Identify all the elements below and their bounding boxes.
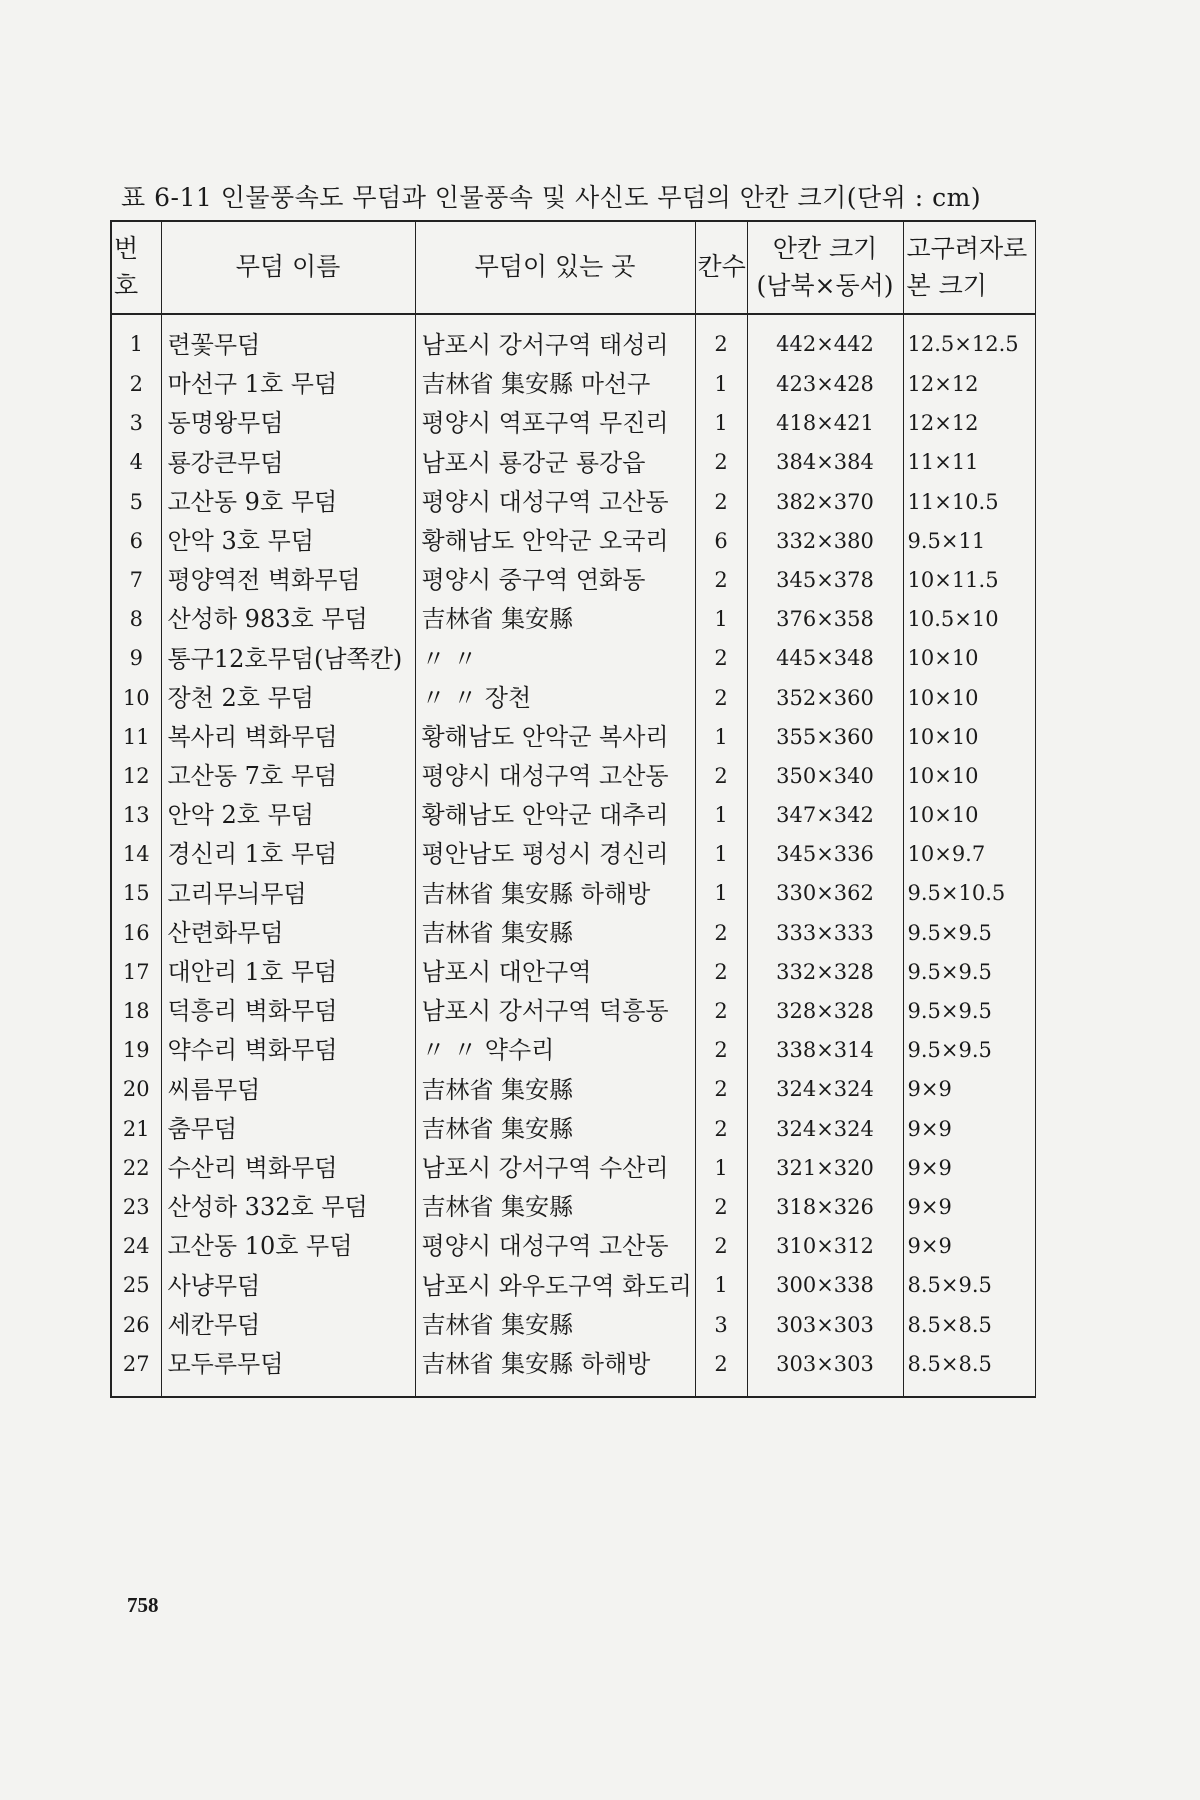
row-tomb-name: 산성하 983호 무덤 (161, 600, 415, 639)
row-chamber-size: 382×370 (747, 483, 903, 522)
table-row (111, 561, 1035, 600)
row-tomb-name: 덕흥리 벽화무덤 (161, 992, 415, 1031)
row-chamber-count: 2 (695, 953, 747, 992)
tomb-size-table-wrapper (110, 220, 1034, 1400)
row-chamber-count: 2 (695, 757, 747, 796)
row-chamber-count: 1 (695, 404, 747, 443)
row-chamber-count: 2 (695, 914, 747, 953)
row-number: 13 (111, 796, 161, 835)
row-goguryeo-ruler-size: 9.5×10.5 (903, 874, 1035, 913)
row-number: 20 (111, 1070, 161, 1109)
row-chamber-size: 352×360 (747, 679, 903, 718)
row-tomb-name: 마선구 1호 무덤 (161, 365, 415, 404)
row-chamber-count: 2 (695, 561, 747, 600)
row-location: 吉林省 集安縣 (415, 1188, 695, 1227)
row-number: 7 (111, 561, 161, 600)
table-body (111, 314, 1035, 1397)
row-chamber-count: 2 (695, 1227, 747, 1266)
row-location: 〃 〃 (415, 639, 695, 678)
header-tomb-name: 무덤 이름 (161, 221, 415, 314)
row-location: 吉林省 集安縣 (415, 600, 695, 639)
row-tomb-name: 고산동 7호 무덤 (161, 757, 415, 796)
row-tomb-name: 산련화무덤 (161, 914, 415, 953)
table-row (111, 914, 1035, 953)
row-goguryeo-ruler-size: 9.5×9.5 (903, 992, 1035, 1031)
table-row (111, 314, 1035, 365)
row-number: 4 (111, 443, 161, 482)
table-row (111, 365, 1035, 404)
row-goguryeo-ruler-size: 9.5×9.5 (903, 953, 1035, 992)
row-goguryeo-ruler-size: 10×11.5 (903, 561, 1035, 600)
row-chamber-count: 1 (695, 874, 747, 913)
row-number: 19 (111, 1031, 161, 1070)
row-goguryeo-ruler-size: 9.5×9.5 (903, 914, 1035, 953)
row-tomb-name: 약수리 벽화무덤 (161, 1031, 415, 1070)
table-row (111, 1110, 1035, 1149)
row-chamber-size: 345×336 (747, 835, 903, 874)
row-chamber-size: 332×380 (747, 522, 903, 561)
row-location: 황해남도 안악군 대추리 (415, 796, 695, 835)
row-goguryeo-ruler-size: 9×9 (903, 1149, 1035, 1188)
header-goguryeo-ruler-line1: 고구려자로 (906, 234, 1028, 264)
row-number: 2 (111, 365, 161, 404)
table-row (111, 1149, 1035, 1188)
row-number: 5 (111, 483, 161, 522)
row-number: 23 (111, 1188, 161, 1227)
table-row (111, 718, 1035, 757)
row-tomb-name: 고산동 9호 무덤 (161, 483, 415, 522)
row-location: 〃 〃 장천 (415, 679, 695, 718)
row-number: 14 (111, 835, 161, 874)
table-row (111, 639, 1035, 678)
row-location: 吉林省 集安縣 하해방 (415, 874, 695, 913)
row-number: 17 (111, 953, 161, 992)
row-chamber-size: 324×324 (747, 1110, 903, 1149)
row-chamber-size: 376×358 (747, 600, 903, 639)
row-goguryeo-ruler-size: 9×9 (903, 1188, 1035, 1227)
row-goguryeo-ruler-size: 8.5×8.5 (903, 1345, 1035, 1397)
row-location: 평양시 대성구역 고산동 (415, 483, 695, 522)
row-number: 10 (111, 679, 161, 718)
row-chamber-size: 330×362 (747, 874, 903, 913)
header-number: 번호 (111, 221, 161, 314)
table-row (111, 992, 1035, 1031)
row-number: 9 (111, 639, 161, 678)
row-location: 〃 〃 약수리 (415, 1031, 695, 1070)
row-chamber-count: 1 (695, 796, 747, 835)
row-location: 吉林省 集安縣 (415, 1306, 695, 1345)
row-chamber-size: 318×326 (747, 1188, 903, 1227)
row-tomb-name: 련꽃무덤 (161, 314, 415, 365)
page-number: 758 (127, 1593, 159, 1617)
row-goguryeo-ruler-size: 10×10 (903, 757, 1035, 796)
row-chamber-count: 1 (695, 365, 747, 404)
row-number: 8 (111, 600, 161, 639)
row-goguryeo-ruler-size: 12×12 (903, 365, 1035, 404)
row-chamber-size: 303×303 (747, 1306, 903, 1345)
row-tomb-name: 고산동 10호 무덤 (161, 1227, 415, 1266)
row-goguryeo-ruler-size: 9×9 (903, 1070, 1035, 1109)
row-number: 21 (111, 1110, 161, 1149)
row-location: 남포시 와우도구역 화도리 (415, 1266, 695, 1305)
header-row (111, 221, 1035, 314)
row-location: 남포시 강서구역 태성리 (415, 314, 695, 365)
row-tomb-name: 동명왕무덤 (161, 404, 415, 443)
tomb-size-table (110, 220, 1036, 1398)
header-chamber-count: 칸수 (695, 221, 747, 314)
row-location: 남포시 룡강군 룡강읍 (415, 443, 695, 482)
row-location: 吉林省 集安縣 (415, 914, 695, 953)
row-goguryeo-ruler-size: 10×10 (903, 639, 1035, 678)
row-chamber-size: 321×320 (747, 1149, 903, 1188)
row-number: 15 (111, 874, 161, 913)
row-location: 황해남도 안악군 오국리 (415, 522, 695, 561)
row-goguryeo-ruler-size: 10×10 (903, 718, 1035, 757)
row-chamber-size: 350×340 (747, 757, 903, 796)
row-goguryeo-ruler-size: 11×10.5 (903, 483, 1035, 522)
row-location: 吉林省 集安縣 (415, 1070, 695, 1109)
row-location: 평안남도 평성시 경신리 (415, 835, 695, 874)
row-goguryeo-ruler-size: 9×9 (903, 1110, 1035, 1149)
row-location: 남포시 강서구역 덕흥동 (415, 992, 695, 1031)
row-tomb-name: 사냥무덤 (161, 1266, 415, 1305)
table-row (111, 874, 1035, 913)
header-chamber-size-line2: (남북×동서) (756, 270, 894, 300)
row-chamber-count: 2 (695, 679, 747, 718)
row-number: 27 (111, 1345, 161, 1397)
row-chamber-count: 1 (695, 1149, 747, 1188)
row-chamber-count: 6 (695, 522, 747, 561)
row-chamber-size: 303×303 (747, 1345, 903, 1397)
row-chamber-count: 3 (695, 1306, 747, 1345)
row-tomb-name: 경신리 1호 무덤 (161, 835, 415, 874)
row-location: 남포시 대안구역 (415, 953, 695, 992)
row-tomb-name: 대안리 1호 무덤 (161, 953, 415, 992)
row-tomb-name: 씨름무덤 (161, 1070, 415, 1109)
table-row (111, 404, 1035, 443)
row-goguryeo-ruler-size: 10.5×10 (903, 600, 1035, 639)
table-header (111, 221, 1035, 314)
row-location: 남포시 강서구역 수산리 (415, 1149, 695, 1188)
row-chamber-size: 338×314 (747, 1031, 903, 1070)
row-chamber-count: 2 (695, 1070, 747, 1109)
row-chamber-count: 2 (695, 992, 747, 1031)
row-chamber-size: 418×421 (747, 404, 903, 443)
table-row (111, 757, 1035, 796)
row-chamber-size: 442×442 (747, 314, 903, 365)
row-chamber-size: 445×348 (747, 639, 903, 678)
row-chamber-count: 2 (695, 1110, 747, 1149)
row-number: 25 (111, 1266, 161, 1305)
row-goguryeo-ruler-size: 12.5×12.5 (903, 314, 1035, 365)
row-location: 황해남도 안악군 복사리 (415, 718, 695, 757)
row-tomb-name: 춤무덤 (161, 1110, 415, 1149)
row-tomb-name: 안악 2호 무덤 (161, 796, 415, 835)
row-chamber-count: 2 (695, 483, 747, 522)
row-location: 평양시 역포구역 무진리 (415, 404, 695, 443)
row-chamber-size: 333×333 (747, 914, 903, 953)
row-location: 평양시 대성구역 고산동 (415, 757, 695, 796)
row-goguryeo-ruler-size: 10×9.7 (903, 835, 1035, 874)
row-chamber-count: 1 (695, 600, 747, 639)
row-tomb-name: 고리무늬무덤 (161, 874, 415, 913)
header-goguryeo-ruler-line2: 본 크기 (906, 270, 987, 300)
row-tomb-name: 통구12호무덤(남쪽칸) (161, 639, 415, 678)
table-row (111, 1345, 1035, 1397)
header-goguryeo-ruler-size (903, 221, 1035, 314)
table-row (111, 1306, 1035, 1345)
row-chamber-size: 328×328 (747, 992, 903, 1031)
row-chamber-size: 310×312 (747, 1227, 903, 1266)
row-location: 평양시 중구역 연화동 (415, 561, 695, 600)
row-number: 16 (111, 914, 161, 953)
row-chamber-count: 1 (695, 1266, 747, 1305)
row-chamber-size: 423×428 (747, 365, 903, 404)
row-goguryeo-ruler-size: 9.5×11 (903, 522, 1035, 561)
row-chamber-size: 345×378 (747, 561, 903, 600)
table-row (111, 1266, 1035, 1305)
row-chamber-count: 2 (695, 443, 747, 482)
row-number: 1 (111, 314, 161, 365)
row-tomb-name: 평양역전 벽화무덤 (161, 561, 415, 600)
row-chamber-count: 2 (695, 1031, 747, 1070)
row-number: 3 (111, 404, 161, 443)
row-location: 吉林省 集安縣 하해방 (415, 1345, 695, 1397)
row-tomb-name: 복사리 벽화무덤 (161, 718, 415, 757)
row-chamber-count: 2 (695, 639, 747, 678)
row-number: 26 (111, 1306, 161, 1345)
row-number: 18 (111, 992, 161, 1031)
table-row (111, 835, 1035, 874)
table-row (111, 1031, 1035, 1070)
row-goguryeo-ruler-size: 8.5×8.5 (903, 1306, 1035, 1345)
table-row (111, 1070, 1035, 1109)
row-number: 11 (111, 718, 161, 757)
table-row (111, 953, 1035, 992)
row-number: 22 (111, 1149, 161, 1188)
row-tomb-name: 모두루무덤 (161, 1345, 415, 1397)
row-location: 吉林省 集安縣 마선구 (415, 365, 695, 404)
row-goguryeo-ruler-size: 11×11 (903, 443, 1035, 482)
table-row (111, 522, 1035, 561)
table-row (111, 679, 1035, 718)
table-row (111, 443, 1035, 482)
row-chamber-count: 2 (695, 1188, 747, 1227)
table-row (111, 796, 1035, 835)
row-location: 吉林省 集安縣 (415, 1110, 695, 1149)
row-chamber-size: 355×360 (747, 718, 903, 757)
row-chamber-count: 1 (695, 835, 747, 874)
row-tomb-name: 세칸무덤 (161, 1306, 415, 1345)
row-goguryeo-ruler-size: 9.5×9.5 (903, 1031, 1035, 1070)
row-tomb-name: 수산리 벽화무덤 (161, 1149, 415, 1188)
header-chamber-size (747, 221, 903, 314)
row-number: 12 (111, 757, 161, 796)
row-number: 6 (111, 522, 161, 561)
table-row (111, 1188, 1035, 1227)
row-goguryeo-ruler-size: 8.5×9.5 (903, 1266, 1035, 1305)
row-chamber-count: 1 (695, 718, 747, 757)
header-location: 무덤이 있는 곳 (415, 221, 695, 314)
row-tomb-name: 장천 2호 무덤 (161, 679, 415, 718)
header-chamber-size-line1: 안칸 크기 (772, 234, 878, 264)
row-number: 24 (111, 1227, 161, 1266)
table-row (111, 600, 1035, 639)
row-goguryeo-ruler-size: 10×10 (903, 796, 1035, 835)
table-caption: 표 6-11 인물풍속도 무덤과 인물풍속 및 사신도 무덤의 안칸 크기(단위 : cm) (121, 183, 982, 212)
row-goguryeo-ruler-size: 10×10 (903, 679, 1035, 718)
row-location: 평양시 대성구역 고산동 (415, 1227, 695, 1266)
table-row (111, 1227, 1035, 1266)
row-chamber-count: 2 (695, 314, 747, 365)
row-chamber-size: 347×342 (747, 796, 903, 835)
row-tomb-name: 안악 3호 무덤 (161, 522, 415, 561)
row-chamber-size: 332×328 (747, 953, 903, 992)
row-tomb-name: 룡강큰무덤 (161, 443, 415, 482)
row-goguryeo-ruler-size: 12×12 (903, 404, 1035, 443)
row-chamber-size: 300×338 (747, 1266, 903, 1305)
table-row (111, 483, 1035, 522)
row-tomb-name: 산성하 332호 무덤 (161, 1188, 415, 1227)
row-chamber-size: 384×384 (747, 443, 903, 482)
row-chamber-size: 324×324 (747, 1070, 903, 1109)
row-chamber-count: 2 (695, 1345, 747, 1397)
row-goguryeo-ruler-size: 9×9 (903, 1227, 1035, 1266)
